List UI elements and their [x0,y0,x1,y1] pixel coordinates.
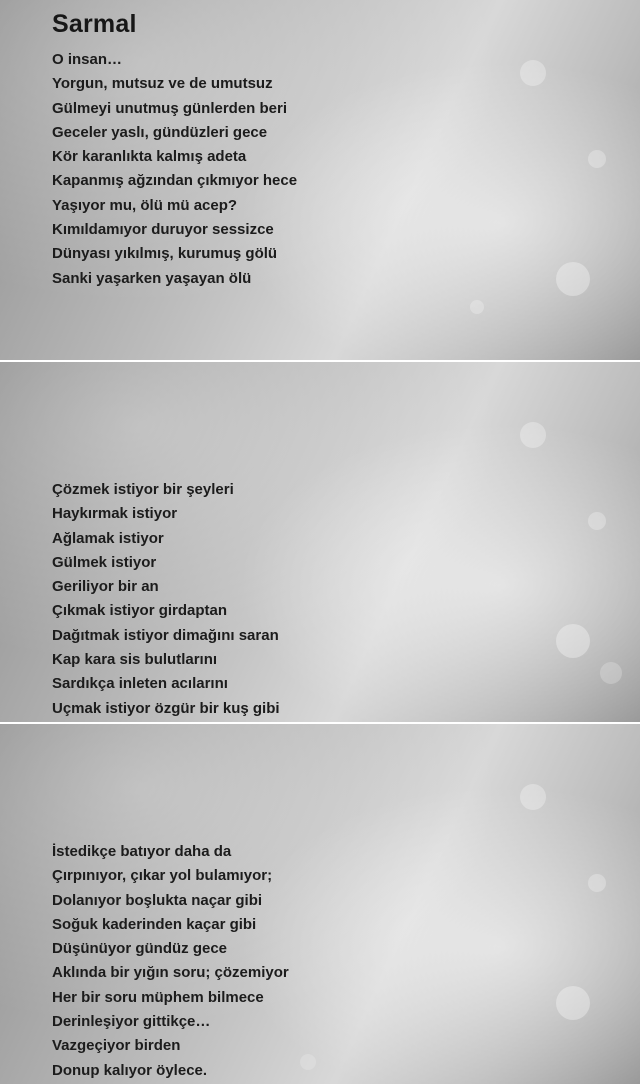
poem-line: Uçmak istiyor özgür bir kuş gibi [52,699,280,717]
poem-line: Çırpınıyor, çıkar yol bulamıyor; [52,867,273,885]
spacer [52,415,280,478]
poem-line: Kap kara sis bulutlarını [52,651,218,669]
bokeh-dot-icon [300,1054,316,1070]
poem-line: Gülmeyi unutmuş günlerden beri [52,99,288,117]
bokeh-dot-icon [520,60,546,86]
poem-line: Dolanıyor boşlukta naçar gibi [52,891,263,909]
poem-line: Derinleşiyor gittikçe… [52,1013,211,1031]
poem-line: Ağlamak istiyor [52,529,164,547]
slide-1-text [52,48,297,291]
poem-line: Aklında bir yığın soru; çözemiyor [52,964,289,982]
poem-line: Yorgun, mutsuz ve de umutsuz [52,75,273,93]
poem-line: Vazgeçiyor birden [52,1037,181,1055]
poem-line: Sanki yaşarken yaşayan ölü [52,269,252,287]
page-title: Sarmal [52,10,137,38]
poem-line: Geceler yaslı, gündüzleri gece [52,123,268,141]
poem-line: Kımıldamıyor duruyor sessizce [52,221,274,239]
poem-line: Her bir soru müphem bilmece [52,988,264,1006]
poem-line: İstedikçe batıyor daha da [52,843,232,860]
slide-2 [0,360,640,722]
poem-line: Soğuk kaderinden kaçar gibi [52,915,257,933]
bokeh-dot-icon [600,662,622,684]
poem-line: Dağıtmak istiyor dimağını saran [52,626,279,644]
slide-3-text [52,777,289,1083]
poem-line: Dünyası yıkılmış, kurumuş gölü [52,245,278,263]
poem-line: Düşünüyor gündüz gece [52,940,228,958]
poem-line: Çıkmak istiyor girdaptan [52,602,228,620]
bokeh-dot-icon [556,624,590,658]
bokeh-dot-icon [588,512,606,530]
poem-line: Geriliyor bir an [52,578,159,596]
bokeh-dot-icon [588,150,606,168]
bokeh-dot-icon [556,262,590,296]
slide-3 [0,722,640,1084]
poem-line: Kapanmış ağzından çıkmıyor hece [52,172,298,190]
poem-line: Yaşıyor mu, ölü mü acep? [52,196,238,214]
slide-2-text [52,415,280,721]
bokeh-dot-icon [520,422,546,448]
bokeh-dot-icon [520,784,546,810]
poem-line: Sardıkça inleten acılarını [52,675,228,693]
poem-line: Haykırmak istiyor [52,505,178,523]
slide-1 [0,0,640,360]
bokeh-dot-icon [556,986,590,1020]
spacer [52,777,289,840]
bokeh-dot-icon [588,874,606,892]
poem-line: Çözmek istiyor bir şeyleri [52,481,234,498]
poem-line: Donup kalıyor öylece. [52,1061,208,1079]
poem-line: Kör karanlıkta kalmış adeta [52,148,247,166]
poem-line: Gülmek istiyor [52,553,157,571]
poem-line: O insan… [52,51,123,68]
bokeh-dot-icon [470,300,484,314]
